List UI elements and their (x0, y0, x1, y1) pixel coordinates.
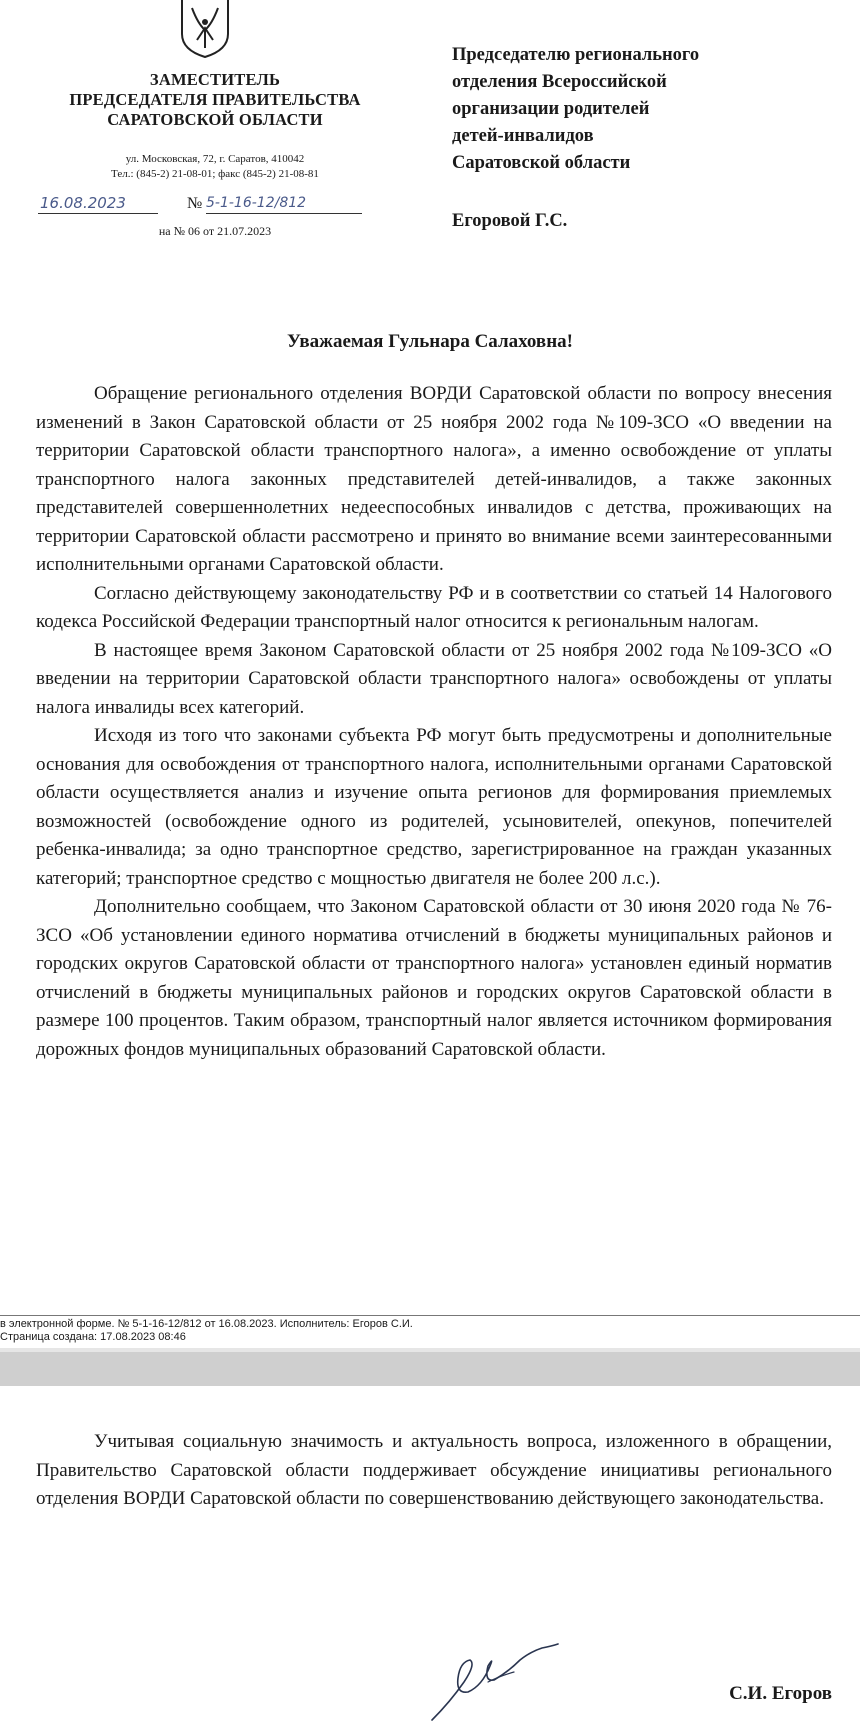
recipient-line: детей-инвалидов (452, 126, 594, 146)
body-paragraph: Согласно действующему законодательству РФ и в соответствии со статьей 14 Налогового кодекса Российской Федерации транспортный налог относится к региональным налогам. (36, 582, 832, 632)
registration-number: 5-1-16-12/812 (206, 193, 362, 214)
body-paragraph: Учитывая социальную значимость и актуальность вопроса, изложенного в обращении, Правительство Саратовской области поддерживает обсуждение инициативы регионального отделения ВОРДИ Саратовской области по совершенствованию действующего законодательства. (36, 1431, 832, 1509)
body-paragraph: Дополнительно сообщаем, что Законом Саратовской области от 30 июня 2020 года № 76-ЗСО «Об установлении единого норматива отчислений в бюджеты муниципальных районов и городских округов Саратовской области от транспортного налога» установлен единый норматив отчислений в бюджеты муниципальных районов и городских округов Саратовской области в размере 100 процентов. Таким образом, транспортный налог является источником формирования дорожных фондов муниципальных образований Саратовской области. (36, 896, 832, 1060)
electronic-footer-line: Страница создана: 17.08.2023 08:46 (0, 1331, 186, 1343)
electronic-footer (0, 1318, 860, 1344)
handwritten-signature-icon (430, 1642, 560, 1722)
recipient-name: Егоровой Г.С. (452, 211, 568, 231)
sender-title-line: ПРЕДСЕДАТЕЛЯ ПРАВИТЕЛЬСТВА (69, 90, 361, 109)
sender-title (20, 70, 410, 130)
page-gap (0, 1352, 860, 1386)
signer-name: С.И. Егоров (729, 1683, 832, 1704)
sender-address-block (20, 152, 410, 182)
registration-number-label: № (187, 195, 203, 212)
footer-rule (0, 1315, 860, 1316)
sender-address: ул. Московская, 72, г. Саратов, 410042 (125, 153, 305, 165)
salutation: Уважаемая Гульнара Салаховна! (287, 331, 573, 352)
recipient-line: отделения Всероссийской (452, 72, 667, 92)
body-paragraph: В настоящее время Законом Саратовской области от 25 ноября 2002 года №109-ЗСО «О введении на территории Саратовской области транспортного налога» освобождены от уплаты налога инвалиды всех категорий. (36, 639, 832, 718)
sender-phones: Тел.: (845-2) 21-08-01; факс (845-2) 21-08-81 (111, 168, 319, 180)
sender-title-line: САРАТОВСКОЙ ОБЛАСТИ (107, 110, 323, 129)
recipient-block (452, 42, 852, 177)
saratov-coat-of-arms-icon (178, 0, 232, 58)
body-paragraph: Обращение регионального отделения ВОРДИ Саратовской области по вопросу внесения изменений в Закон Саратовской области от 25 ноября 2002 года №109-ЗСО «О введении на территории Саратовской области транспортного налога», а именно освобождение от уплаты транспортного налога законных представителей детей-инвалидов, а также законных представителей совершеннолетних недееспособных инвалидов с детства, проживающих на территории Саратовской области рассмотрено и принято во внимание всеми заинтересованными исполнительными органами Саратовской области. (36, 383, 832, 575)
letter-body (36, 380, 832, 1064)
electronic-footer-line: в электронной форме. № 5-1-16-12/812 от 16.08.2023. Исполнитель: Егоров С.И. (0, 1318, 413, 1330)
body-paragraph: Исходя из того что законами субъекта РФ могут быть предусмотрены и дополнительные основания для освобождения от транспортного налога, исполнительными органами Саратовской области осуществляется анализ и изучение опыта регионов для формирования приемлемых возможностей (освобождение одного из родителей, усыновителей, опекунов, попечителей ребенка-инвалида; за одно транспортное средство, зарегистрированное на граждан указанных категорий; транспортное средство с мощностью двигателя не более 200 л.с.). (36, 725, 832, 889)
recipient-line: Саратовской области (452, 153, 631, 173)
registration-date: 16.08.2023 (38, 193, 158, 214)
letter-body-page-2 (36, 1428, 832, 1514)
recipient-line: организации родителей (452, 99, 650, 119)
recipient-line: Председателю регионального (452, 45, 700, 65)
reference-line: на № 06 от 21.07.2023 (158, 224, 272, 238)
sender-title-line: ЗАМЕСТИТЕЛЬ (149, 70, 281, 89)
registration-line (34, 193, 374, 217)
